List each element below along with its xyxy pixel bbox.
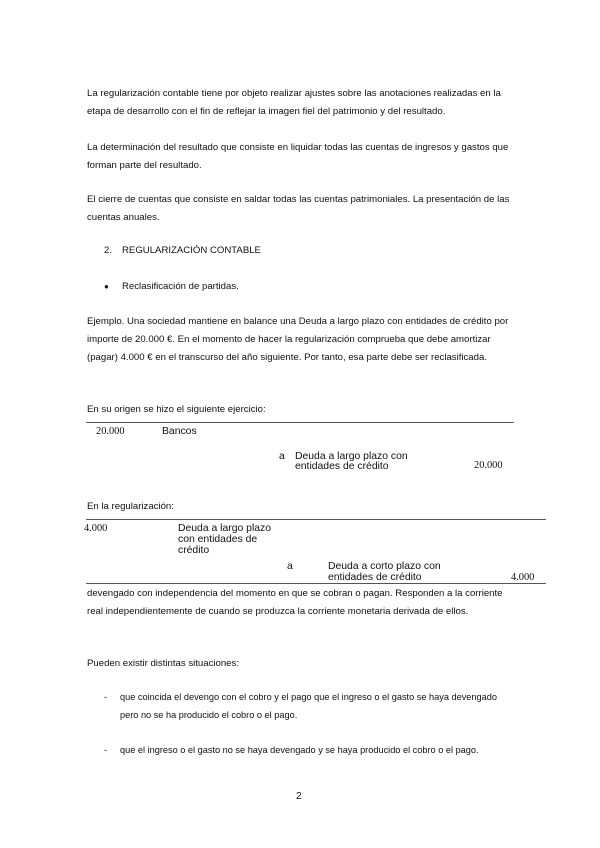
dash-icon: - bbox=[104, 745, 108, 755]
origin-intro: En su origen se hizo el siguiente ejercicio: bbox=[87, 404, 266, 415]
situation-item bbox=[104, 688, 514, 724]
entry2-debit-account-line1: Deuda a largo plazo bbox=[178, 523, 272, 534]
entry1-credit-amount: 20.000 bbox=[474, 460, 503, 471]
entry1-a-label: a bbox=[279, 451, 285, 462]
entry2-debit-account-line2: con entidades de bbox=[178, 534, 258, 545]
example-paragraph: Ejemplo. Una sociedad mantiene en balance una Deuda a largo plazo con entidades de crédito por importe de 20.000 €. En el momento de hacer la regularización comprueba que debe amortizar (pagar) 4.000 € en el transcurso del año siguiente. Por tanto, esa parte debe ser reclasificada. bbox=[87, 316, 509, 363]
bullet-text: Reclasificación de partidas. bbox=[122, 281, 239, 292]
entry2-debit-amount: 4.000 bbox=[84, 523, 108, 534]
entry2-top-line bbox=[86, 519, 546, 520]
entry1-debit-account: Bancos bbox=[162, 426, 197, 437]
entry1-credit-account-line1: Deuda a largo plazo con bbox=[295, 451, 408, 462]
situations-intro: Pueden existir distintas situaciones: bbox=[87, 658, 239, 669]
entry2-credit-amount: 4.000 bbox=[511, 572, 535, 583]
entry2-debit-account-line3: crédito bbox=[178, 545, 210, 556]
situation-text: que coincida el devengo con el cobro y el pago que el ingreso o el gasto se haya devengado pero no se ha producido el cobro o el pago. bbox=[120, 692, 497, 720]
page-number: 2 bbox=[296, 791, 302, 802]
entry2-credit-account-line2: entidades de crédito bbox=[328, 572, 422, 583]
situation-text: que el ingreso o el gasto no se haya devengado y se haya producido el cobro o el pago. bbox=[120, 745, 479, 755]
accrual-paragraph: devengado con independencia del momento en que se cobran o pagan. Responden a la corriente real independientemente de cuando se produzca la corriente monetaria derivada de ellos. bbox=[87, 588, 503, 617]
intro-paragraph: La regularización contable tiene por objeto realizar ajustes sobre las anotaciones realizadas en la etapa de desarrollo con el fin de reflejar la imagen fiel del patrimonio y del resultado. bbox=[87, 88, 501, 117]
result-paragraph: La determinación del resultado que consiste en liquidar todas las cuentas de ingresos y gastos que forman parte del resultado. bbox=[87, 142, 509, 171]
section-heading bbox=[104, 244, 261, 258]
bullet-icon: ● bbox=[104, 282, 109, 291]
regularization-intro: En la regularización: bbox=[87, 501, 174, 512]
entry1-top-line bbox=[86, 422, 514, 423]
section-title: REGULARIZACIÓN CONTABLE bbox=[122, 245, 261, 256]
dash-icon: - bbox=[104, 692, 108, 702]
entry2-credit-account-line1: Deuda a corto plazo con bbox=[328, 561, 441, 572]
bullet-item bbox=[104, 280, 239, 294]
entry2-a-label: a bbox=[287, 561, 293, 572]
situation-item bbox=[104, 741, 514, 777]
entry2-bottom-line bbox=[86, 583, 546, 584]
entry1-credit-account-line2: entidades de crédito bbox=[295, 461, 389, 472]
section-number: 2. bbox=[104, 245, 113, 256]
closing-paragraph: El cierre de cuentas que consiste en saldar todas las cuentas patrimoniales. La presentación de las cuentas anuales. bbox=[87, 194, 510, 223]
entry1-debit-amount: 20.000 bbox=[96, 426, 125, 437]
